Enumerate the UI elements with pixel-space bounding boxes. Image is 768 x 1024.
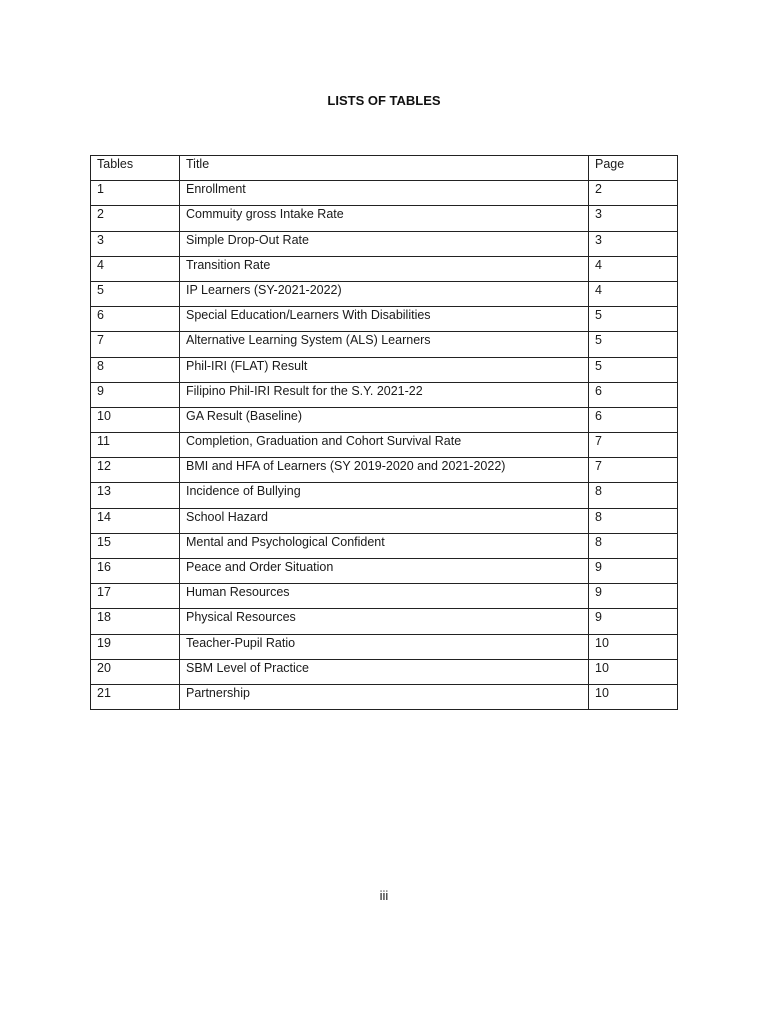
table-number: 16: [91, 559, 180, 584]
table-title: GA Result (Baseline): [180, 407, 589, 432]
table-number: 3: [91, 231, 180, 256]
table-number: 14: [91, 508, 180, 533]
table-number: 9: [91, 382, 180, 407]
table-title: Filipino Phil-IRI Result for the S.Y. 2021-22: [180, 382, 589, 407]
table-row: [91, 281, 678, 306]
header-page: Page: [589, 156, 678, 181]
table-row: [91, 206, 678, 231]
table-number: 7: [91, 332, 180, 357]
table-number: 11: [91, 433, 180, 458]
table-title: Human Resources: [180, 584, 589, 609]
table-page: 8: [589, 508, 678, 533]
table-number: 18: [91, 609, 180, 634]
table-page: 3: [589, 206, 678, 231]
table-row: [91, 584, 678, 609]
table-number: 6: [91, 307, 180, 332]
table-page: 5: [589, 357, 678, 382]
table-title: Partnership: [180, 684, 589, 709]
table-number: 15: [91, 533, 180, 558]
table-row: [91, 609, 678, 634]
table-page: 6: [589, 382, 678, 407]
table-title: Peace and Order Situation: [180, 559, 589, 584]
table-number: 19: [91, 634, 180, 659]
table-title: Incidence of Bullying: [180, 483, 589, 508]
table-row: [91, 231, 678, 256]
page-number: iii: [379, 888, 389, 903]
table-row: [91, 256, 678, 281]
table-row: [91, 407, 678, 432]
page-title: LISTS OF TABLES: [327, 93, 441, 108]
table-number: 17: [91, 584, 180, 609]
table-page: 4: [589, 256, 678, 281]
table-row: [91, 307, 678, 332]
table-number: 12: [91, 458, 180, 483]
table-row: [91, 634, 678, 659]
table-row: [91, 382, 678, 407]
table-title: Mental and Psychological Confident: [180, 533, 589, 558]
table-page: 8: [589, 533, 678, 558]
table-title: Commuity gross Intake Rate: [180, 206, 589, 231]
table-title: Special Education/Learners With Disabilities: [180, 307, 589, 332]
table-body: [91, 156, 678, 710]
table-row: [91, 483, 678, 508]
table-title: Teacher-Pupil Ratio: [180, 634, 589, 659]
table-row: [91, 659, 678, 684]
table-page: 10: [589, 634, 678, 659]
table-page: 5: [589, 332, 678, 357]
table-number: 1: [91, 181, 180, 206]
table-row: [91, 684, 678, 709]
table-title: Transition Rate: [180, 256, 589, 281]
table-page: 7: [589, 458, 678, 483]
table-title: BMI and HFA of Learners (SY 2019-2020 and 2021-2022): [180, 458, 589, 483]
table-row: [91, 181, 678, 206]
table-number: 8: [91, 357, 180, 382]
table-page: 6: [589, 407, 678, 432]
table-title: Enrollment: [180, 181, 589, 206]
table-row: [91, 508, 678, 533]
list-of-tables: [90, 155, 678, 710]
table-page: 9: [589, 584, 678, 609]
table-title: Simple Drop-Out Rate: [180, 231, 589, 256]
table-page: 5: [589, 307, 678, 332]
table-page: 2: [589, 181, 678, 206]
table-title: Phil-IRI (FLAT) Result: [180, 357, 589, 382]
table-number: 2: [91, 206, 180, 231]
table-page: 4: [589, 281, 678, 306]
table-row: [91, 332, 678, 357]
table-title: SBM Level of Practice: [180, 659, 589, 684]
table-number: 4: [91, 256, 180, 281]
table-page: 3: [589, 231, 678, 256]
table-number: 13: [91, 483, 180, 508]
table-title: Completion, Graduation and Cohort Survival Rate: [180, 433, 589, 458]
table-row: [91, 533, 678, 558]
table-title: IP Learners (SY-2021-2022): [180, 281, 589, 306]
table-number: 21: [91, 684, 180, 709]
table-title: Alternative Learning System (ALS) Learners: [180, 332, 589, 357]
header-tables: Tables: [91, 156, 180, 181]
table-page: 7: [589, 433, 678, 458]
table-row: [91, 458, 678, 483]
table-number: 10: [91, 407, 180, 432]
table-header-row: [91, 156, 678, 181]
header-title: Title: [180, 156, 589, 181]
table-row: [91, 559, 678, 584]
table-row: [91, 357, 678, 382]
table-title: School Hazard: [180, 508, 589, 533]
table-page: 10: [589, 659, 678, 684]
table-page: 9: [589, 559, 678, 584]
table-page: 8: [589, 483, 678, 508]
table-row: [91, 433, 678, 458]
table-title: Physical Resources: [180, 609, 589, 634]
table-number: 20: [91, 659, 180, 684]
table-page: 9: [589, 609, 678, 634]
table-page: 10: [589, 684, 678, 709]
table-number: 5: [91, 281, 180, 306]
